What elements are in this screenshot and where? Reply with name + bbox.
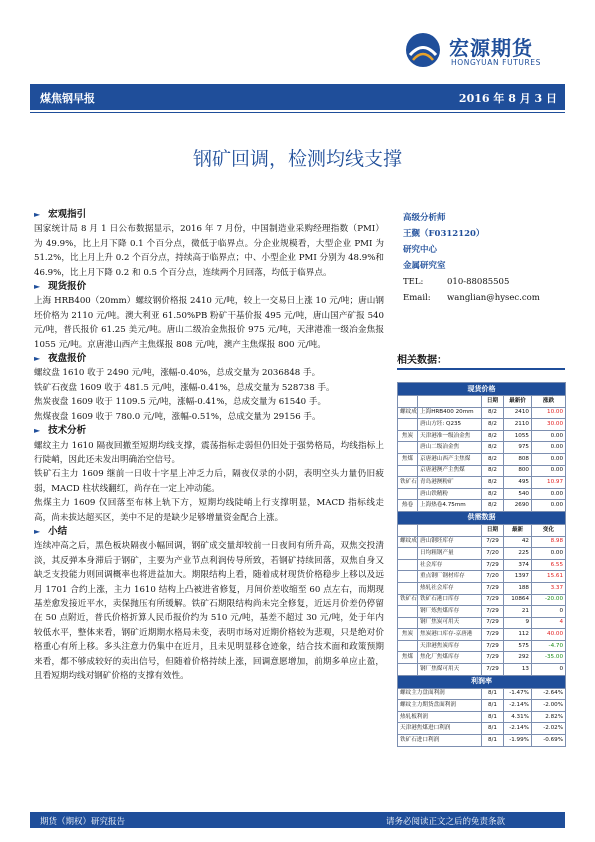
item-name-cell: 铁矿石港口库存 bbox=[418, 594, 482, 606]
section-heading: ► 夜盘报价 bbox=[34, 353, 87, 365]
column-header: 涨跌 bbox=[532, 396, 566, 408]
item-name-cell: 唐山铁精粉 bbox=[418, 488, 482, 500]
spot-columns-row bbox=[398, 396, 566, 408]
change-cell: -35.00 bbox=[532, 652, 566, 664]
value-cell: -2.14% bbox=[504, 700, 532, 712]
supply-demand-columns-row bbox=[398, 524, 566, 536]
value-cell: 13 bbox=[504, 664, 532, 676]
value-cell: -1.99% bbox=[504, 735, 532, 747]
item-name-cell: 钢厂炼焦煤库存 bbox=[418, 606, 482, 618]
hongyuan-logo-icon bbox=[405, 32, 441, 68]
item-name-cell: 唐山方坯: Q235 bbox=[418, 419, 482, 431]
profit-header-title: 利润率 bbox=[398, 675, 566, 688]
supply-demand-row bbox=[398, 571, 566, 583]
date-cell: 7/29 bbox=[482, 594, 504, 606]
report-body bbox=[34, 208, 384, 683]
spot-price-header-title: 现货价格 bbox=[398, 383, 566, 396]
item-name-cell: 天津港焦炭库存 bbox=[418, 640, 482, 652]
item-name-cell: 螺纹主力期货盘面利润 bbox=[398, 700, 482, 712]
triangle-bullet-icon: ► bbox=[34, 426, 41, 436]
logo-name-en: HONGYUAN FUTURES bbox=[451, 58, 541, 67]
section-paragraph: 上海 HRB400（20mm）螺纹钢价格报 2410 元/吨，较上一交易日上涨 10 元/吨；唐山钢坯价格为 2110 元/吨。澳大利亚 61.50%PB 粉矿干基价报 495 元/吨，唐山国产矿报 540 元/吨，普氏报价 61.25 美元/吨。唐山二级冶金焦报价 975 元/吨，天津港准一级冶金焦报 1055 元/吨。京唐港山西产主焦煤报 808 元/吨，澳产主焦煤报 800 元/吨。 bbox=[34, 296, 384, 350]
date-cell: 8/2 bbox=[482, 430, 504, 442]
market-data-table bbox=[397, 382, 566, 747]
date-cell: 8/1 bbox=[482, 700, 504, 712]
footer-band bbox=[30, 812, 565, 828]
triangle-bullet-icon: ► bbox=[34, 282, 41, 292]
column-header bbox=[418, 396, 482, 408]
item-name-cell: 重点钢厂钢材库存 bbox=[418, 571, 482, 583]
spot-price-row bbox=[398, 500, 566, 512]
date-cell: 7/29 bbox=[482, 536, 504, 548]
change-cell: -0.69% bbox=[532, 735, 566, 747]
value-cell: 10864 bbox=[504, 594, 532, 606]
item-name-cell: 青岛港澳粉矿 bbox=[418, 477, 482, 489]
change-cell: 0 bbox=[532, 606, 566, 618]
value-cell: 292 bbox=[504, 652, 532, 664]
change-cell: 6.55 bbox=[532, 559, 566, 571]
section-heading: ► 小结 bbox=[34, 525, 68, 537]
triangle-bullet-icon: ► bbox=[34, 526, 41, 536]
change-cell: 0 bbox=[532, 664, 566, 676]
column-header bbox=[398, 524, 418, 536]
value-cell: 575 bbox=[504, 640, 532, 652]
item-name-cell: 热轧板利润 bbox=[398, 711, 482, 723]
value-cell: 42 bbox=[504, 536, 532, 548]
change-cell: 0.00 bbox=[532, 430, 566, 442]
supply-demand-header-title: 供需数据 bbox=[398, 511, 566, 524]
category-cell: 热卷 bbox=[398, 500, 418, 512]
item-name-cell: 唐山二级冶金焦 bbox=[418, 442, 482, 454]
change-cell: 0.00 bbox=[532, 548, 566, 560]
value-cell: 800 bbox=[504, 465, 532, 477]
value-cell: 9 bbox=[504, 617, 532, 629]
item-name-cell: 社会库存 bbox=[418, 559, 482, 571]
column-header: 变化 bbox=[532, 524, 566, 536]
section-paragraph: 焦炭夜盘 1609 收于 1109.5 元/吨，涨幅-0.41%，总成交量为 61540 手。 bbox=[34, 397, 327, 408]
change-cell: 0.00 bbox=[532, 465, 566, 477]
supply-demand-row bbox=[398, 664, 566, 676]
item-name-cell: 钢厂焦炭可用天 bbox=[418, 617, 482, 629]
change-cell: 0.00 bbox=[532, 442, 566, 454]
spot-price-row bbox=[398, 453, 566, 465]
analyst-email: Email: wanglian@hysec.com bbox=[403, 293, 540, 303]
category-cell bbox=[398, 548, 418, 560]
value-cell: 4.31% bbox=[504, 711, 532, 723]
profit-row bbox=[398, 700, 566, 712]
footer-left: 期货（期权）研究报告 bbox=[40, 817, 126, 827]
column-header: 最新价 bbox=[504, 396, 532, 408]
date-cell: 7/29 bbox=[482, 652, 504, 664]
spot-price-row bbox=[398, 488, 566, 500]
value-cell: 540 bbox=[504, 488, 532, 500]
category-cell bbox=[398, 640, 418, 652]
category-cell bbox=[398, 571, 418, 583]
profit-row bbox=[398, 735, 566, 747]
category-cell bbox=[398, 488, 418, 500]
spot-price-row bbox=[398, 442, 566, 454]
change-cell: 8.98 bbox=[532, 536, 566, 548]
item-name-cell: 天津港准一级冶金焦 bbox=[418, 430, 482, 442]
supply-demand-row bbox=[398, 629, 566, 641]
value-cell: -2.14% bbox=[504, 723, 532, 735]
column-header: 日期 bbox=[482, 524, 504, 536]
spot-price-row bbox=[398, 477, 566, 489]
section-paragraph: 铁矿石夜盘 1609 收于 481.5 元/吨，涨幅-0.41%，总成交量为 528738 手。 bbox=[34, 382, 335, 393]
date-cell: 8/2 bbox=[482, 500, 504, 512]
supply-demand-row bbox=[398, 594, 566, 606]
value-cell: 808 bbox=[504, 453, 532, 465]
item-name-cell: 唐山钢坯库存 bbox=[418, 536, 482, 548]
item-name-cell: 铁矿石进口利润 bbox=[398, 735, 482, 747]
date-cell: 8/1 bbox=[482, 688, 504, 700]
triangle-bullet-icon: ► bbox=[34, 354, 41, 364]
related-data-rule bbox=[397, 368, 565, 370]
value-cell: 112 bbox=[504, 629, 532, 641]
date-cell: 7/29 bbox=[482, 617, 504, 629]
change-cell: -2.02% bbox=[532, 723, 566, 735]
item-name-cell: 日均粗钢产量 bbox=[418, 548, 482, 560]
date-cell: 7/20 bbox=[482, 548, 504, 560]
change-cell: 10.00 bbox=[532, 407, 566, 419]
change-cell: -2.00% bbox=[532, 700, 566, 712]
spot-price-header bbox=[398, 383, 566, 396]
value-cell: 2690 bbox=[504, 500, 532, 512]
value-cell: 1397 bbox=[504, 571, 532, 583]
category-cell: 铁矿石 bbox=[398, 477, 418, 489]
date-cell: 8/2 bbox=[482, 453, 504, 465]
date-cell: 7/29 bbox=[482, 559, 504, 571]
category-cell bbox=[398, 442, 418, 454]
section-paragraph: 螺纹主力 1610 隔夜回撤至短期均线支撑，震荡指标走弱但仍旧处于强势格局，均线指标上行陡峭，因此还未发出明确治空信号。 bbox=[34, 440, 384, 465]
item-name-cell: 热轧社会库存 bbox=[418, 582, 482, 594]
category-cell bbox=[398, 617, 418, 629]
date-cell: 8/2 bbox=[482, 477, 504, 489]
section-paragraph: 焦煤主力 1609 仅回落至布林上轨下方，短期均线陡峭上行支撑明显，MACD 指标线走高，尚未拔达超买区，美中不足的是缺少足够增量资金配合上涨。 bbox=[34, 498, 384, 523]
spot-price-row bbox=[398, 407, 566, 419]
category-cell: 螺纹成 bbox=[398, 536, 418, 548]
profit-row bbox=[398, 688, 566, 700]
value-cell: 1055 bbox=[504, 430, 532, 442]
date-cell: 7/29 bbox=[482, 664, 504, 676]
column-header: 最新 bbox=[504, 524, 532, 536]
change-cell: 4 bbox=[532, 617, 566, 629]
item-name-cell: 焦炭港口库存-京唐港 bbox=[418, 629, 482, 641]
change-cell: -20.00 bbox=[532, 594, 566, 606]
analyst-office: 金属研究室 bbox=[403, 261, 446, 271]
related-data-heading: 相关数据： bbox=[397, 355, 447, 366]
column-header bbox=[418, 524, 482, 536]
category-cell bbox=[398, 419, 418, 431]
item-name-cell: 京唐港山西产主焦煤 bbox=[418, 453, 482, 465]
page-title: 钢矿回调，检测均线支撑 bbox=[192, 148, 402, 170]
profit-row bbox=[398, 723, 566, 735]
change-cell: 0.00 bbox=[532, 488, 566, 500]
supply-demand-row bbox=[398, 652, 566, 664]
value-cell: 225 bbox=[504, 548, 532, 560]
date-cell: 7/29 bbox=[482, 640, 504, 652]
section-paragraph: 国家统计局 8 月 1 日公布数据显示，2016 年 7 月份，中国制造业采购经理指数（PMI）为 49.9%，比上月下降 0.1 个百分点，微低于临界点。分企业规模看，大型企业 PMI 为 51.2%，比上月上升 0.2 个百分点，持续高于临界点；中、小型企业 PMI 分别为 48.9%和 46.9%，比上月下降 0.2 和 0.5 个百分点，连续两个月回落，均低于临界点。 bbox=[34, 224, 384, 278]
analyst-tel: TEL: 010-88085505 bbox=[403, 277, 510, 287]
profit-header bbox=[398, 675, 566, 688]
value-cell: 2110 bbox=[504, 419, 532, 431]
item-name-cell: 焦化厂焦煤库存 bbox=[418, 652, 482, 664]
analyst-dept: 研究中心 bbox=[403, 245, 438, 255]
report-date: 2016 年 8 月 3 日 bbox=[458, 92, 557, 105]
category-cell: 铁矿石 bbox=[398, 594, 418, 606]
company-logo bbox=[405, 30, 565, 72]
section-heading: ► 宏观指引 bbox=[34, 209, 87, 220]
logo-name-cn: 宏源期货 bbox=[449, 36, 533, 60]
category-cell bbox=[398, 664, 418, 676]
footer-disclaimer-link[interactable]: 请务必阅读正文之后的免责条款 bbox=[385, 817, 505, 827]
category-cell: 螺纹成 bbox=[398, 407, 418, 419]
date-cell: 8/1 bbox=[482, 735, 504, 747]
change-cell: 3.37 bbox=[532, 582, 566, 594]
section-paragraph: 焦煤夜盘 1609 收于 780.0 元/吨，涨幅-0.51%，总成交量为 29156 手。 bbox=[34, 411, 321, 422]
date-cell: 8/2 bbox=[482, 407, 504, 419]
date-cell: 8/2 bbox=[482, 442, 504, 454]
triangle-bullet-icon: ► bbox=[34, 210, 41, 219]
analyst-role: 高级分析师 bbox=[403, 213, 446, 223]
item-name-cell: 钢厂焦煤可用天 bbox=[418, 664, 482, 676]
change-cell: 0.00 bbox=[532, 500, 566, 512]
supply-demand-row bbox=[398, 582, 566, 594]
change-cell: 2.82% bbox=[532, 711, 566, 723]
item-name-cell: 上海热卷4.75mm bbox=[418, 500, 482, 512]
date-cell: 8/2 bbox=[482, 465, 504, 477]
item-name-cell: 天津港焦煤进口利润 bbox=[398, 723, 482, 735]
change-cell: 40.00 bbox=[532, 629, 566, 641]
supply-demand-row bbox=[398, 640, 566, 652]
section-heading: ► 现货报价 bbox=[34, 281, 87, 293]
spot-price-row bbox=[398, 419, 566, 431]
date-cell: 7/20 bbox=[482, 571, 504, 583]
item-name-cell: 螺纹主力盘面利润 bbox=[398, 688, 482, 700]
change-cell: 10.97 bbox=[532, 477, 566, 489]
profit-row bbox=[398, 711, 566, 723]
change-cell: 15.61 bbox=[532, 571, 566, 583]
header-band bbox=[30, 84, 565, 110]
value-cell: 21 bbox=[504, 606, 532, 618]
date-cell: 8/2 bbox=[482, 488, 504, 500]
value-cell: 975 bbox=[504, 442, 532, 454]
analyst-name: 王觐（F0312120） bbox=[403, 229, 485, 239]
value-cell: -1.47% bbox=[504, 688, 532, 700]
category-cell bbox=[398, 582, 418, 594]
report-type: 煤焦钢早报 bbox=[40, 92, 95, 105]
section-heading: ► 技术分析 bbox=[34, 425, 87, 437]
analyst-info bbox=[403, 210, 573, 306]
value-cell: 188 bbox=[504, 582, 532, 594]
section-paragraph: 连续冲高之后，黑色板块隔夜小幅回调，钢矿成交量却较前一日夜间有所升高，双焦交投清淡，其反弹本身滞后于钢矿，主要为产业节点利润传导所致，若钢矿持续回落，双焦自身又缺乏支投能力则回调概率也将进益加大。期限结构上看，随着成材现货价格稳步上移以及远月 1701 合约上涨，主力 1610 结构上凸被进省修复，月间价差收缩至 60 点左右，而期现基差愈发接近平水，卖保抛压有所缓解。铁矿石期限结构尚未完全修复，近远月价差仍停留在 50 点附近，普氏价格折算人民币报价约为 510 元/吨，基差不超过 30 元/吨，处于年内较低水平，整体来看，钢矿近期期水格局未变，表明市场对近期价格较为悲观，只是绝对价格重心有所上移。多头注意力仍集中在近月，且未见明显移仓迹象，结合技术面和政策预期来看，都不够成较好的卖出信号，但随着价格持续上涨，回调意愿增加，前期多单应止盈，且看短期均线对钢矿价格的支撑有效性。 bbox=[34, 541, 384, 681]
change-cell: 30.00 bbox=[532, 419, 566, 431]
category-cell bbox=[398, 465, 418, 477]
supply-demand-row bbox=[398, 559, 566, 571]
change-cell: -2.64% bbox=[532, 688, 566, 700]
header-rule bbox=[30, 112, 565, 113]
section-paragraph: 螺纹盘 1610 收于 2490 元/吨，涨幅-0.40%，总成交量为 2036848 手。 bbox=[34, 368, 321, 379]
spot-price-row bbox=[398, 465, 566, 477]
supply-demand-row bbox=[398, 617, 566, 629]
value-cell: 495 bbox=[504, 477, 532, 489]
category-cell bbox=[398, 606, 418, 618]
value-cell: 2410 bbox=[504, 407, 532, 419]
change-cell: 0.00 bbox=[532, 453, 566, 465]
category-cell bbox=[398, 559, 418, 571]
date-cell: 8/1 bbox=[482, 711, 504, 723]
column-header bbox=[398, 396, 418, 408]
category-cell: 焦煤 bbox=[398, 652, 418, 664]
item-name-cell: 京唐港澳产主焦煤 bbox=[418, 465, 482, 477]
date-cell: 7/29 bbox=[482, 606, 504, 618]
section-paragraph: 铁矿石主力 1609 继前一日收十字星上冲乏力后，隔夜仅录的小阴，表明空头力量仍旧疲弱，MACD 柱状线翻红，尚存在一定上冲动能。 bbox=[34, 469, 384, 494]
supply-demand-row bbox=[398, 606, 566, 618]
item-name-cell: 上海HRB400 20mm bbox=[418, 407, 482, 419]
value-cell: 374 bbox=[504, 559, 532, 571]
date-cell: 8/1 bbox=[482, 723, 504, 735]
supply-demand-header bbox=[398, 511, 566, 524]
category-cell: 焦炭 bbox=[398, 430, 418, 442]
date-cell: 7/29 bbox=[482, 582, 504, 594]
column-header: 日期 bbox=[482, 396, 504, 408]
supply-demand-row bbox=[398, 536, 566, 548]
date-cell: 7/29 bbox=[482, 629, 504, 641]
supply-demand-row bbox=[398, 548, 566, 560]
category-cell: 焦炭 bbox=[398, 629, 418, 641]
spot-price-row bbox=[398, 430, 566, 442]
date-cell: 8/2 bbox=[482, 419, 504, 431]
category-cell: 焦煤 bbox=[398, 453, 418, 465]
change-cell: -4.70 bbox=[532, 640, 566, 652]
